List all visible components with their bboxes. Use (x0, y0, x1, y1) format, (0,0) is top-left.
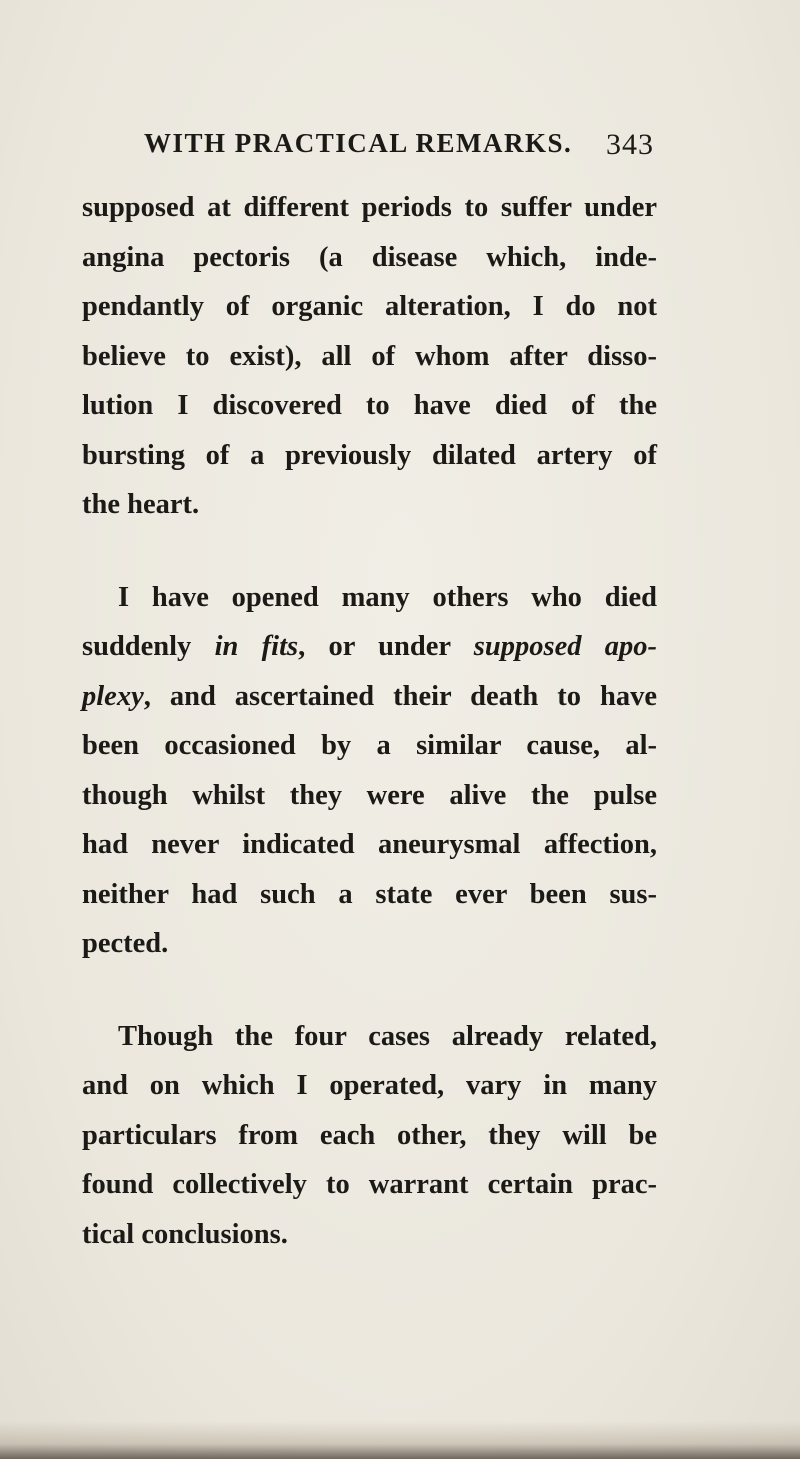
text-line: particulars from each other, they will be (82, 1119, 657, 1151)
text-line: supposed at different periods to suffer under (82, 192, 657, 223)
page-bottom-edge (0, 1421, 800, 1459)
text-line: found collectively to warrant certain prac- (82, 1169, 657, 1200)
paragraph-gap (82, 530, 657, 573)
italic-run: in fits (214, 631, 299, 662)
text-line (82, 820, 657, 870)
running-head (60, 128, 654, 164)
body-text (82, 183, 657, 1259)
text-line: and on which I operated, vary in many (82, 1070, 657, 1101)
text-run: though whilst they were alive the pulse (82, 779, 657, 811)
text-run: pected. (82, 928, 169, 959)
text-line: the heart. (82, 489, 200, 520)
paragraph-2 (82, 573, 657, 969)
text-line (82, 672, 657, 722)
text-run: suddenly (82, 631, 215, 662)
text-run: neither had such a state ever been sus- (82, 878, 657, 910)
text-line: angina pectoris (a disease which, inde- (82, 241, 657, 273)
text-line (82, 919, 657, 969)
text-line (82, 870, 657, 920)
text-run: been occasioned by a similar cause, al- (82, 730, 657, 761)
text-line: lution I discovered to have died of the (82, 390, 657, 421)
page-number: 343 (606, 128, 654, 161)
paragraph-gap (82, 969, 657, 1012)
text-line (82, 771, 657, 821)
running-head-title: WITH PRACTICAL REMARKS. (144, 128, 573, 158)
paragraph-3 (82, 1012, 657, 1260)
text-line: Though the four cases already related, (118, 1020, 657, 1052)
italic-run: supposed apo- (473, 631, 658, 662)
text-run: , or under (298, 631, 474, 662)
text-run: had never indicated aneurysmal affection, (82, 829, 657, 860)
text-line: pendantly of organic alteration, I do not (82, 291, 657, 322)
text-line: bursting of a previously dilated artery of (82, 439, 657, 471)
text-line: tical conclusions. (82, 1218, 288, 1250)
text-run: I have opened many others who died (118, 581, 657, 613)
paragraph-1 (82, 183, 657, 530)
text-line: believe to exist), all of whom after disso- (82, 340, 657, 372)
text-run: , and ascertained their death to have (143, 680, 657, 712)
text-line (82, 721, 657, 771)
text-line (82, 573, 657, 623)
italic-run: plexy (82, 680, 144, 712)
text-line (82, 622, 657, 672)
